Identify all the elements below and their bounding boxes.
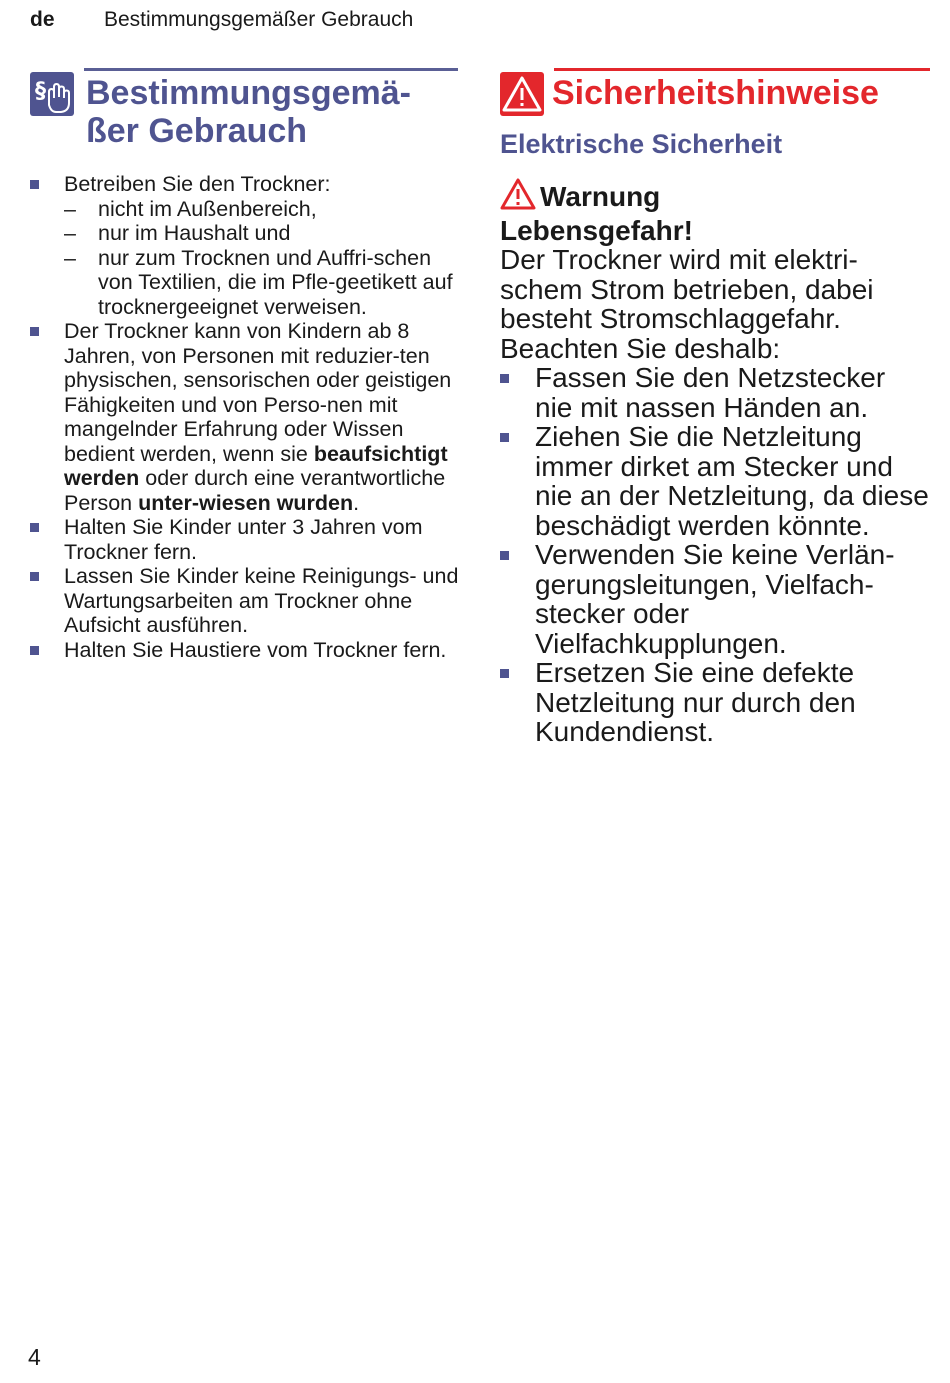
section-heading <box>86 74 466 150</box>
warning-triangle-icon <box>500 178 536 216</box>
emphasis-text: unter-wiesen wurden <box>138 490 354 515</box>
section-rule <box>554 68 930 71</box>
list-item <box>30 319 460 515</box>
dash-icon: – <box>64 221 76 245</box>
list-item <box>500 658 930 747</box>
sub-list <box>64 197 460 320</box>
sub-list-item <box>64 221 460 246</box>
list-item <box>30 515 460 564</box>
advice-text: Beachten Sie deshalb: <box>500 332 781 364</box>
running-title: Bestimmungsgemäßer Gebrauch <box>104 8 414 31</box>
safety-list <box>500 363 930 747</box>
language-code: de <box>30 8 55 31</box>
warning-text: Der Trockner wird mit elektri-schem Strom betrieben, dabei besteht Stromschlaggefahr. <box>500 244 874 334</box>
list-item-text: Verwenden Sie keine Verlän-gerungsleitungen, Vielfach-stecker oder Vielfachkupplungen. <box>535 539 895 659</box>
list-item-text: Fassen Sie den Netzstecker nie mit nassen Händen an. <box>535 362 886 423</box>
warning-triangle-icon <box>500 72 544 116</box>
sub-item-text: nicht im Außenbereich, <box>98 196 317 221</box>
square-bullet-icon <box>30 180 39 189</box>
dash-icon: – <box>64 196 76 221</box>
warning-block <box>500 178 930 747</box>
list-item-text: . <box>353 490 360 515</box>
list-item <box>500 422 930 540</box>
square-bullet-icon <box>500 551 509 560</box>
usage-list <box>30 172 460 662</box>
list-item-text: Halten Sie Kinder unter 3 Jahren vom Trockner fern. <box>64 515 423 564</box>
page-number: 4 <box>28 1344 41 1370</box>
list-item <box>30 172 460 319</box>
square-bullet-icon <box>30 646 39 655</box>
sub-item-text: nur zum Trocknen und Auffri-schen von Textilien, die im Pfle-geetikett auf trocknergeeignet verweisen. <box>98 245 453 319</box>
sub-item-text: nur im Haushalt und <box>98 221 291 245</box>
sub-list-item <box>64 246 460 320</box>
list-item-text: Halten Sie Haustiere vom Trockner fern. <box>64 637 447 662</box>
dash-icon: – <box>64 245 76 270</box>
warning-label: Warnung <box>540 181 661 212</box>
square-bullet-icon <box>500 374 509 383</box>
square-bullet-icon <box>30 327 39 336</box>
paragraph-hand-icon <box>30 72 74 116</box>
sub-list-item <box>64 197 460 222</box>
warning-heading <box>500 178 930 216</box>
list-item-text: Ersetzen Sie eine defekte Netzleitung nur durch den Kundendienst. <box>535 657 856 747</box>
square-bullet-icon <box>500 669 509 678</box>
list-item-text: Lassen Sie Kinder keine Reinigungs- und Wartungsarbeiten am Trockner ohne Aufsicht ausführen. <box>64 564 459 637</box>
square-bullet-icon <box>500 433 509 442</box>
list-item <box>30 638 460 663</box>
svg-text:§: § <box>35 79 46 104</box>
list-item <box>500 540 930 658</box>
square-bullet-icon <box>30 523 39 532</box>
list-item <box>500 363 930 422</box>
emphasis-text: beaufsichtigt werden <box>64 441 448 490</box>
heading-line-1: Bestimmungsgemä- <box>86 74 411 112</box>
warning-title: Lebensgefahr! <box>500 214 693 246</box>
section-rule <box>84 68 458 71</box>
list-item-text: Der Trockner kann von Kindern ab 8 Jahren, von Personen mit reduzier-ten physischen, sensorischen oder geistigen Fähigkeiten und von Perso-nen mit mangelnder Erfahrung oder Wissen bedient werden, wenn sie <box>64 319 452 466</box>
list-item-text: oder durch eine verantwortliche Person <box>64 466 446 515</box>
square-bullet-icon <box>30 572 39 581</box>
list-item-text: Ziehen Sie die Netzleitung immer dirket am Stecker und nie an der Netzleitung, da diese beschädigt werden könnte. <box>535 421 929 541</box>
heading-line-2: ßer Gebrauch <box>86 112 308 150</box>
list-item-text: Betreiben Sie den Trockner: <box>64 172 331 196</box>
subsection-heading: Elektrische Sicherheit <box>500 129 783 159</box>
section-heading: Sicherheitshinweise <box>552 74 879 112</box>
list-item <box>30 564 460 638</box>
